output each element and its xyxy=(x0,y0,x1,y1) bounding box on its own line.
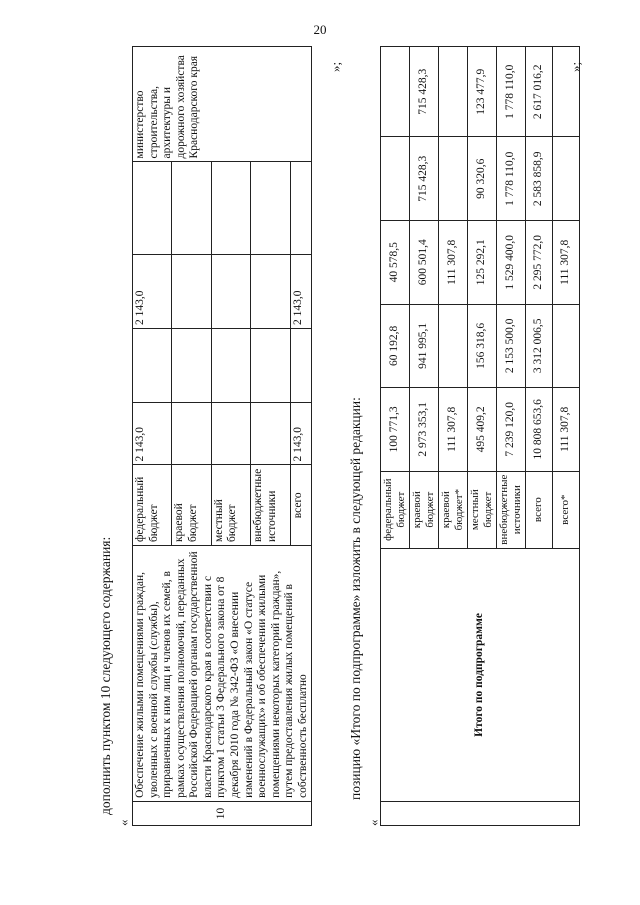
source-cell: краевой бюджет xyxy=(409,471,438,548)
value-cell: 1 778 110,0 xyxy=(496,137,525,221)
source-cell: внебюджетные источники xyxy=(251,465,290,546)
value-cell: 111 307,8 xyxy=(438,388,467,472)
value-cell xyxy=(290,329,312,403)
intro-text-2: позицию «Итого по подпрограмме» изложить в следующей редакции: xyxy=(348,397,363,800)
source-cell: всего xyxy=(290,465,312,546)
rotated-content xyxy=(70,40,590,840)
source-cell: краевой бюджет* xyxy=(438,471,467,548)
quote-close-1: »; xyxy=(328,61,343,72)
table-item-10 xyxy=(132,46,312,826)
value-cell: 715 428,3 xyxy=(409,47,438,137)
value-cell: 40 578,5 xyxy=(381,221,410,305)
value-cell: 2 617 016,2 xyxy=(525,47,552,137)
value-cell: 156 318,6 xyxy=(467,304,496,388)
value-cell: 1 778 110,0 xyxy=(496,47,525,137)
value-cell xyxy=(381,47,410,137)
source-cell: всего* xyxy=(552,471,579,548)
measure-description: Обеспечение жилыми помещениями граждан, уволенных с военной службы (службы), приравненных к ним лиц и членов их семей, в рамках осуществления полномочий, переданных Российской Федерацией органам государственной власти Краснодарского края в соответствии с пунктом 1 статьи 3 Федерального закона от 8 декабря 2010 года № 342-ФЗ «О внесении изменений в Федеральный закон «О статусе военнослужащих» и об обеспечении жилыми помещениями некоторых категорий граждан», путем предоставления жилых помещений в собственность бесплатно xyxy=(133,546,312,802)
quote-open-1: « xyxy=(116,819,131,826)
table-subprogram-total xyxy=(380,46,580,826)
value-cell xyxy=(172,403,211,465)
value-cell xyxy=(133,162,172,254)
value-cell xyxy=(251,162,290,254)
value-cell: 2 295 772,0 xyxy=(525,221,552,305)
value-cell: 495 409,2 xyxy=(467,388,496,472)
value-cell xyxy=(172,162,211,254)
page-number: 20 xyxy=(313,22,327,37)
value-cell: 2 583 858,9 xyxy=(525,137,552,221)
value-cell: 2 153 500,0 xyxy=(496,304,525,388)
value-cell xyxy=(251,254,290,328)
source-cell: внебюджетные источники xyxy=(496,471,525,548)
value-cell xyxy=(211,254,250,328)
value-cell: 2 143,0 xyxy=(290,403,312,465)
value-cell: 123 477,9 xyxy=(467,47,496,137)
value-cell: 90 320,6 xyxy=(467,137,496,221)
value-cell: 10 808 653,6 xyxy=(525,388,552,472)
executor-cell: министерство строительства, архитектуры и дорожного хозяйства Краснодарского края xyxy=(133,47,312,162)
intro-text-1: дополнить пунктом 10 следующего содержания: xyxy=(98,536,113,815)
table-row xyxy=(133,47,172,826)
value-cell: 2 143,0 xyxy=(290,254,312,328)
value-cell xyxy=(172,254,211,328)
source-cell: федеральный бюджет xyxy=(133,465,172,546)
value-cell: 7 239 120,0 xyxy=(496,388,525,472)
value-cell xyxy=(552,304,579,388)
value-cell xyxy=(552,137,579,221)
quote-close-2: »; xyxy=(568,61,583,72)
source-cell: местный бюджет xyxy=(467,471,496,548)
table-row xyxy=(381,47,410,826)
value-cell: 111 307,8 xyxy=(552,221,579,305)
value-cell: 1 529 400,0 xyxy=(496,221,525,305)
row-number: 10 xyxy=(133,801,312,825)
value-cell: 3 312 006,5 xyxy=(525,304,552,388)
value-cell xyxy=(290,162,312,254)
value-cell xyxy=(211,329,250,403)
source-cell: федеральный бюджет xyxy=(381,471,410,548)
value-cell xyxy=(251,403,290,465)
source-cell: всего xyxy=(525,471,552,548)
value-cell xyxy=(211,162,250,254)
value-cell: 2 973 353,1 xyxy=(409,388,438,472)
value-cell xyxy=(381,137,410,221)
value-cell: 2 143,0 xyxy=(133,403,172,465)
value-cell: 600 501,4 xyxy=(409,221,438,305)
value-cell xyxy=(211,403,250,465)
value-cell xyxy=(552,47,579,137)
value-cell xyxy=(438,304,467,388)
value-cell: 715 428,3 xyxy=(409,137,438,221)
value-cell xyxy=(438,137,467,221)
value-cell: 125 292,1 xyxy=(467,221,496,305)
source-cell: местный бюджет xyxy=(211,465,250,546)
value-cell xyxy=(172,329,211,403)
value-cell: 111 307,8 xyxy=(438,221,467,305)
subprogram-total-label: Итого по подпрограмме xyxy=(381,548,580,801)
quote-open-2: « xyxy=(366,819,381,826)
value-cell xyxy=(133,329,172,403)
value-cell xyxy=(438,47,467,137)
value-cell: 60 192,8 xyxy=(381,304,410,388)
source-cell: краевой бюджет xyxy=(172,465,211,546)
value-cell: 2 143,0 xyxy=(133,254,172,328)
value-cell: 941 995,1 xyxy=(409,304,438,388)
value-cell xyxy=(251,329,290,403)
empty-cell xyxy=(381,802,580,826)
value-cell: 100 771,3 xyxy=(381,388,410,472)
value-cell: 111 307,8 xyxy=(552,388,579,472)
